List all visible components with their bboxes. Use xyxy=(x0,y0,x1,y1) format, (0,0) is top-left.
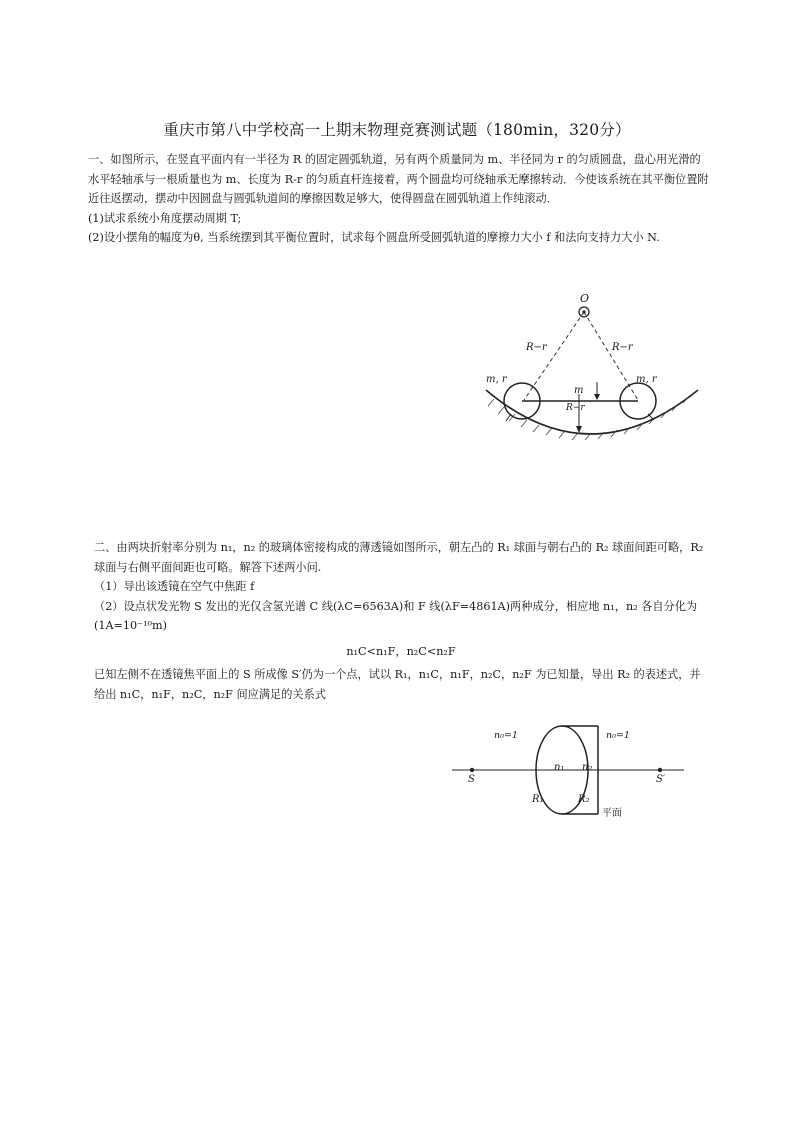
n0-left-label: n₀=1 xyxy=(494,730,518,741)
n0-right-label: n₀=1 xyxy=(606,730,630,741)
n1-label: n₁ xyxy=(554,762,565,773)
figure-arc-track xyxy=(478,292,708,446)
r1-label: R₁ xyxy=(532,794,544,805)
image-label: S′ xyxy=(656,774,666,785)
rod-length-label: R−r xyxy=(566,403,585,413)
rod-mass-label: m xyxy=(574,385,584,396)
pivot-label: O xyxy=(580,292,590,305)
problem-2 xyxy=(94,538,708,704)
problem-2-question-2b: 已知左侧不在透镜焦平面上的 S 所成像 S′仍为一个点，试以 R₁，n₁C，n₁F，n₂C，n₂F 为已知量，导出 R₂ 的表述式，并给出 n₁C，n₁F，n₂C，n₂F 间应满足的关系式 xyxy=(94,668,701,701)
n2-label: n₂ xyxy=(582,762,593,773)
right-line-label: R−r xyxy=(612,342,633,353)
left-disk-label: m, r xyxy=(486,374,507,385)
right-disk-label: m, r xyxy=(636,374,657,385)
problem-2-inequality: n₁C<n₁F，n₂C<n₂F xyxy=(346,644,456,658)
left-line-label: R−r xyxy=(526,342,547,353)
problem-2-question-1: （1）导出该透镜在空气中焦距 f xyxy=(94,580,255,593)
figure-thin-lens xyxy=(450,720,690,820)
plane-label: 平面 xyxy=(602,808,622,819)
page-title: 重庆市第八中学校高一上期末物理竞赛测试题（180min，320分） xyxy=(163,121,631,139)
source-label: S xyxy=(468,774,475,785)
problem-1-question-2: (2)设小摆角的幅度为θ, 当系统摆到其平衡位置时，试求每个圆盘所受圆弧轨道的摩擦力大小 f 和法向支持力大小 N. xyxy=(88,231,660,244)
problem-2-question-2: （2）设点状发光物 S 发出的光仅含氢光谱 C 线(λC=6563A)和 F 线(λF=4861A)两种成分，相应地 n₁，n₂ 各自分化为(1A=10⁻¹⁰m) xyxy=(94,599,698,632)
problem-1 xyxy=(88,150,710,248)
problem-2-stem: 二、由两块折射率分别为 n₁，n₂ 的玻璃体密接构成的薄透镜如图所示，朝左凸的 R₁ 球面与朝右凸的 R₂ 球面间距可略，R₂球面与右侧平面间距也可略。解答下述两小问. xyxy=(94,541,704,574)
problem-1-question-1: (1)试求系统小角度摆动周期 T; xyxy=(88,211,242,225)
problem-1-stem: 一、如图所示，在竖直平面内有一半径为 R 的固定圆弧轨道，另有两个质量同为 m、半径同为 r 的匀质圆盘，盘心用光滑的水平轻轴承与一根质量也为 m、长度为 R-r 的匀质直杆连接着，两个圆盘均可绕轴承无摩擦转动．今使该系统在其平衡位置附近往返摆动，摆动中因圆盘与圆弧轨道间的摩擦因数足够大，使得圆盘在圆弧轨道上作纯滚动． xyxy=(88,153,709,205)
r2-label: R₂ xyxy=(578,794,590,805)
